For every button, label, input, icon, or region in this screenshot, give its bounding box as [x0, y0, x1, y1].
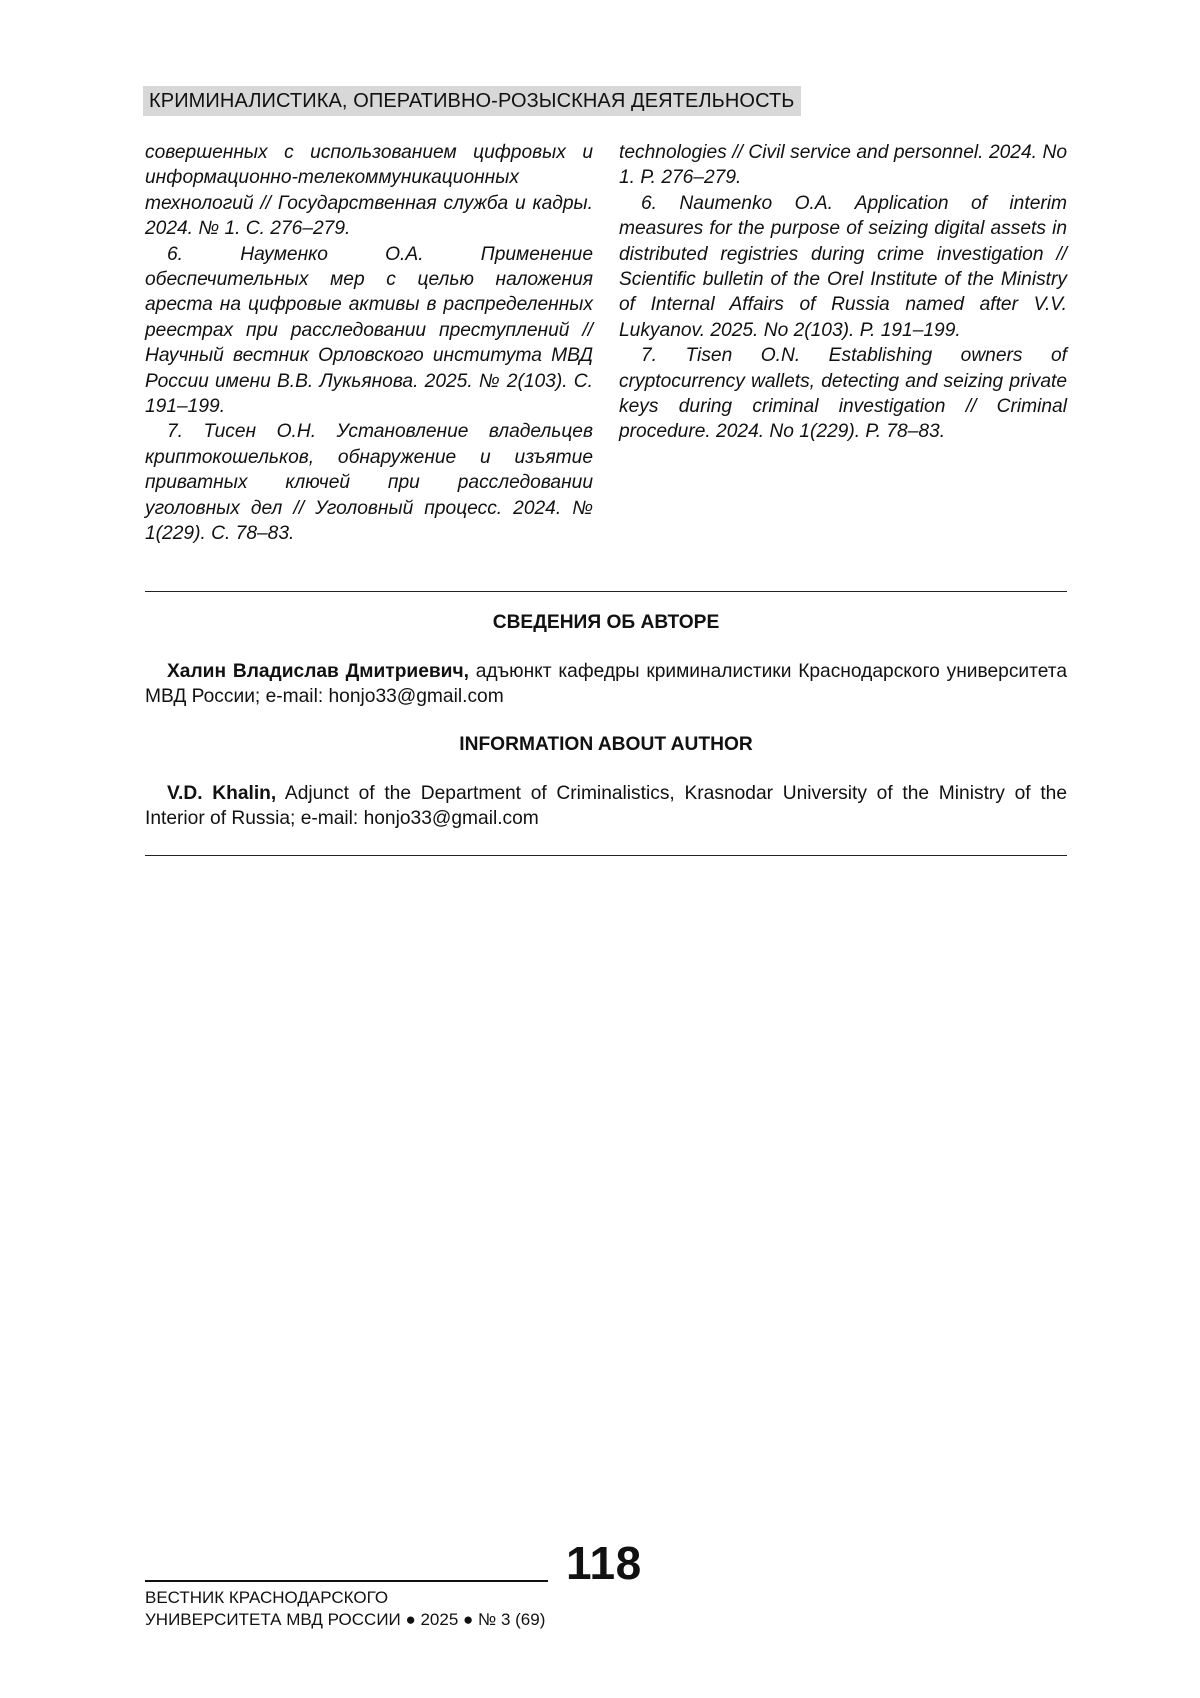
references-column-ru [145, 140, 593, 547]
author-info-heading-en: INFORMATION ABOUT AUTHOR [459, 734, 753, 755]
journal-name [145, 1587, 545, 1631]
reference-7-en: 7. Tisen O.N. Establishing owners of cryptocurrency wallets, detecting and seizing private keys during criminal investigation // Criminal procedure. 2024. No 1(229). P. 78–83. [619, 345, 1067, 443]
author-info-heading-ru: СВЕДЕНИЯ ОБ АВТОРЕ [492, 612, 720, 633]
reference-continued-ru: совершенных с использованием цифровых и информационно-телекоммуникационных технологий // Государственная служба и кадры. 2024. № 1. С. 276–279. [145, 142, 593, 240]
references-column-en [619, 140, 1067, 445]
author-info-text-ru [145, 659, 1067, 710]
author-info-text-en [145, 781, 1067, 832]
journal-name-line-2: УНИВЕРСИТЕТА МВД РОССИИ ● 2025 ● № 3 (69) [145, 1610, 546, 1629]
author-name-en: V.D. Khalin, [167, 783, 277, 804]
reference-7-ru: 7. Тисен О.Н. Установление владельцев криптокошельков, обнаружение и изъятие приватных ключей при расследовании уголовных дел // Уголовный процесс. 2024. № 1(229). С. 78–83. [145, 421, 593, 545]
footer-rule [145, 1580, 548, 1582]
divider-bottom [145, 855, 1067, 856]
page-number: 118 [566, 1537, 642, 1589]
reference-continued-en: technologies // Civil service and personnel. 2024. No 1. P. 276–279. [619, 142, 1067, 189]
divider-top [145, 591, 1067, 592]
author-details-en: Adjunct of the Department of Criminalistics, Krasnodar University of the Ministry of the Interior of Russia; e-mail: honjo33@gmail.com [145, 783, 1068, 830]
author-details-ru: адъюнкт кафедры криминалистики Краснодарского университета МВД России; e-mail: honjo33@gmail.com [145, 661, 1067, 708]
reference-6-en: 6. Naumenko O.A. Application of interim measures for the purpose of seizing digital assets in distributed registries during crime investigation // Scientific bulletin of the Orel Institute of the Ministry of Internal Affairs of Russia named after V.V. Lukyanov. 2025. No 2(103). P. 191–199. [619, 192, 1067, 341]
reference-6-ru: 6. Науменко О.А. Применение обеспечительных мер с целью наложения ареста на цифровые активы в распределенных реестрах при расследовании преступлений // Научный вестник Орловского института МВД России имени В.В. Лукьянова. 2025. № 2(103). С. 191–199. [145, 243, 593, 418]
section-header: КРИМИНАЛИСТИКА, ОПЕРАТИВНО-РОЗЫСКНАЯ ДЕЯТЕЛЬНОСТЬ [143, 86, 801, 116]
journal-name-line-1: ВЕСТНИК КРАСНОДАРСКОГО [145, 1588, 389, 1607]
author-name-ru: Халин Владислав Дмитриевич, [167, 661, 469, 682]
